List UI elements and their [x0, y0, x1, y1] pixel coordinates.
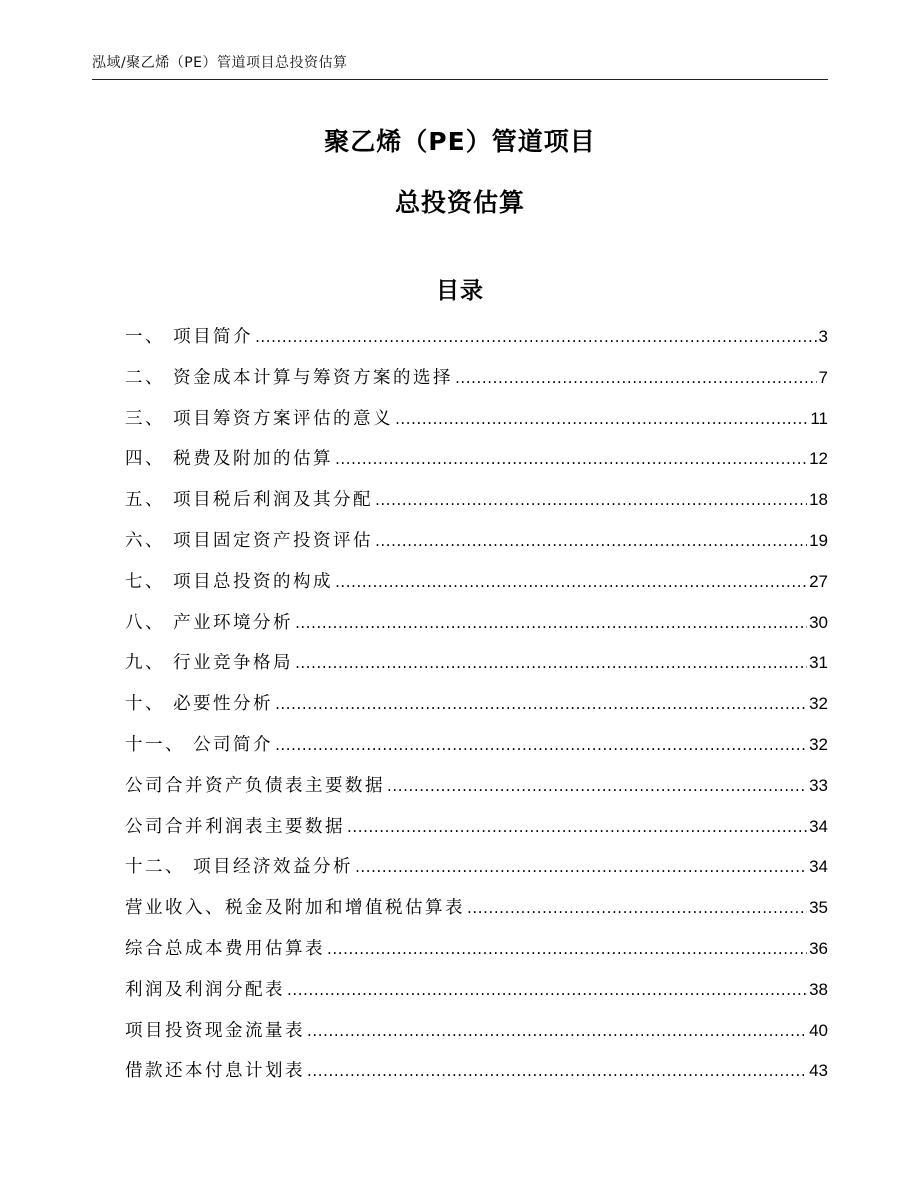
- toc-entry[interactable]: [125, 608, 828, 649]
- toc-entry-label: 十二、 项目经济效益分析: [125, 857, 354, 878]
- toc-dot-leader: [335, 444, 807, 474]
- toc-entry-page: 35: [809, 898, 828, 918]
- toc-entry-label: 项目投资现金流量表: [125, 1020, 305, 1041]
- toc-entry-page: 18: [809, 490, 828, 510]
- toc-entry-page: 27: [809, 571, 828, 591]
- document-title-line-1: 聚乙烯（PE）管道项目: [324, 127, 596, 156]
- toc-entry[interactable]: [125, 689, 828, 730]
- toc-dot-leader: [355, 852, 807, 882]
- toc-entry-page: 34: [809, 816, 828, 836]
- toc-entry[interactable]: [125, 730, 828, 771]
- toc-dot-leader: [347, 812, 807, 842]
- toc-entry[interactable]: [125, 526, 828, 567]
- toc-entry[interactable]: [125, 771, 828, 812]
- toc-dot-leader: [455, 363, 816, 393]
- toc-entry-page: 3: [818, 327, 828, 346]
- toc-dot-leader: [275, 689, 807, 719]
- toc-entry-page: 12: [809, 449, 828, 469]
- toc-entry[interactable]: [125, 812, 828, 853]
- toc-entry-page: 34: [809, 857, 828, 877]
- toc-entry[interactable]: [125, 852, 828, 893]
- toc-entry-page: 32: [809, 734, 828, 754]
- toc-entry-page: 31: [809, 653, 828, 673]
- toc-entry-label: 六、 项目固定资产投资评估: [125, 530, 374, 551]
- toc-entry-label: 一、 项目简介: [125, 327, 254, 347]
- toc-dot-leader: [395, 404, 808, 434]
- toc-entry[interactable]: [125, 404, 828, 445]
- toc-entry-page: 30: [809, 612, 828, 632]
- toc-entry-page: 43: [809, 1061, 828, 1081]
- toc-entry-label: 七、 项目总投资的构成: [125, 571, 334, 592]
- toc-entry-label: 借款还本付息计划表: [125, 1061, 305, 1082]
- toc-entry[interactable]: [125, 485, 828, 526]
- toc-entry-label: 五、 项目税后利润及其分配: [125, 490, 374, 511]
- toc-entry-label: 二、 资金成本计算与筹资方案的选择: [125, 367, 454, 388]
- header-rule: [92, 79, 828, 80]
- toc-entry-page: 7: [818, 367, 828, 387]
- toc-dot-leader: [307, 1056, 807, 1086]
- toc-entry-label: 四、 税费及附加的估算: [125, 449, 334, 470]
- toc-entry-label: 十一、 公司简介: [125, 734, 274, 755]
- toc-dot-leader: [375, 526, 807, 556]
- toc-dot-leader: [387, 771, 807, 801]
- toc-dot-leader: [295, 608, 807, 638]
- toc-entry-page: 36: [809, 938, 828, 958]
- toc-dot-leader: [255, 322, 816, 352]
- toc-entry-label: 营业收入、税金及附加和增值税估算表: [125, 898, 465, 919]
- toc-entry-page: 40: [809, 1020, 828, 1040]
- toc-entry-page: 38: [809, 979, 828, 999]
- toc-entry-label: 公司合并利润表主要数据: [125, 816, 345, 837]
- toc-entry[interactable]: [125, 1056, 828, 1097]
- toc-entry-label: 公司合并资产负债表主要数据: [125, 775, 385, 796]
- toc-entry[interactable]: [125, 975, 828, 1016]
- toc-entry[interactable]: [125, 648, 828, 689]
- toc-entry[interactable]: [125, 363, 828, 404]
- toc-dot-leader: [467, 893, 807, 923]
- toc-entry-label: 三、 项目筹资方案评估的意义: [125, 408, 394, 429]
- toc-heading: 目录: [436, 278, 484, 304]
- toc-entry-page: 19: [809, 530, 828, 550]
- toc-dot-leader: [375, 485, 807, 515]
- toc-entry[interactable]: [125, 934, 828, 975]
- toc-entry-page: 11: [810, 408, 828, 428]
- toc-entry-label: 利润及利润分配表: [125, 979, 285, 1000]
- toc-entry-label: 八、 产业环境分析: [125, 612, 294, 633]
- table-of-contents: [125, 322, 828, 1097]
- toc-entry-label: 十、 必要性分析: [125, 694, 274, 715]
- toc-dot-leader: [327, 934, 807, 964]
- toc-entry-page: 33: [809, 775, 828, 795]
- toc-dot-leader: [335, 567, 807, 597]
- toc-entry[interactable]: [125, 322, 828, 363]
- toc-entry[interactable]: [125, 893, 828, 934]
- toc-dot-leader: [275, 730, 807, 760]
- toc-entry-label: 综合总成本费用估算表: [125, 938, 325, 959]
- toc-entry[interactable]: [125, 567, 828, 608]
- toc-dot-leader: [287, 975, 807, 1005]
- toc-entry-label: 九、 行业竞争格局: [125, 653, 294, 674]
- toc-entry[interactable]: [125, 444, 828, 485]
- running-header: 泓域/聚乙烯（PE）管道项目总投资估算: [92, 55, 348, 71]
- toc-entry[interactable]: [125, 1016, 828, 1057]
- document-title-line-2: 总投资估算: [394, 188, 525, 217]
- toc-dot-leader: [295, 648, 807, 678]
- toc-entry-page: 32: [809, 694, 828, 714]
- toc-dot-leader: [307, 1016, 807, 1046]
